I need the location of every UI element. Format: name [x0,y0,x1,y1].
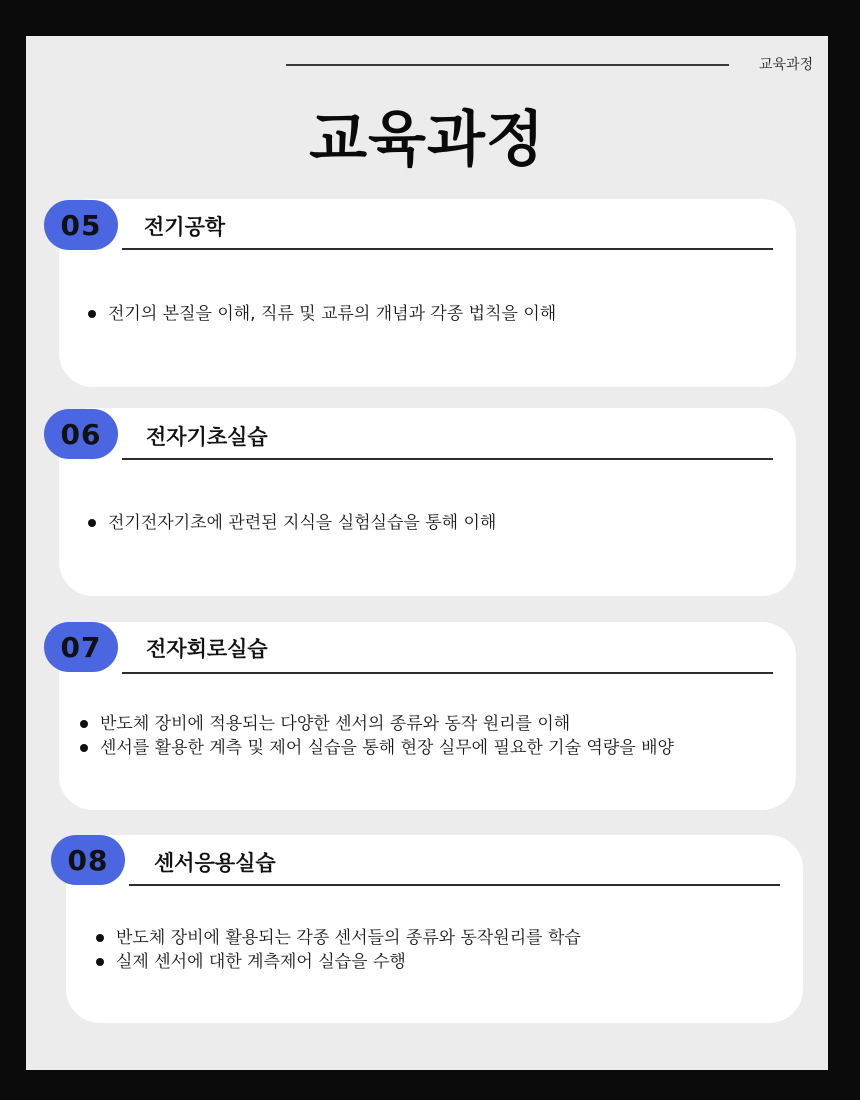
course-title-rule [129,884,780,886]
document-page [26,36,828,1070]
course-title: 전자회로실습 [146,637,268,661]
list-item: 반도체 장비에 활용되는 각종 센서들의 종류와 동작원리를 학습 [96,926,581,950]
course-number-badge: 06 [44,409,118,459]
course-title: 전기공학 [144,215,226,239]
course-title: 전자기초실습 [146,425,268,449]
list-item: 센서를 활용한 계측 및 제어 실습을 통해 현장 실무에 필요한 기술 역량을 배양 [80,736,674,760]
course-bullet-list [96,926,581,974]
course-bullet-list [80,712,674,760]
page-title: 교육과정 [309,105,545,175]
course-number-badge: 07 [44,622,118,672]
course-title: 센서응용실습 [154,851,276,875]
course-bullet-list [88,511,496,535]
course-number-badge: 08 [51,835,125,885]
course-title-rule [122,248,773,250]
list-item: 반도체 장비에 적용되는 다양한 센서의 종류와 동작 원리를 이해 [80,712,674,736]
header-label: 교육과정 [759,57,814,73]
list-item: 실제 센서에 대한 계측제어 실습을 수행 [96,950,581,974]
course-number-badge: 05 [44,200,118,250]
course-bullet-list [88,302,556,326]
header-rule [286,64,729,66]
list-item: 전기전자기초에 관련된 지식을 실험실습을 통해 이해 [88,511,496,535]
course-title-rule [122,458,773,460]
course-title-rule [122,672,773,674]
list-item: 전기의 본질을 이해, 직류 및 교류의 개념과 각종 법칙을 이해 [88,302,556,326]
